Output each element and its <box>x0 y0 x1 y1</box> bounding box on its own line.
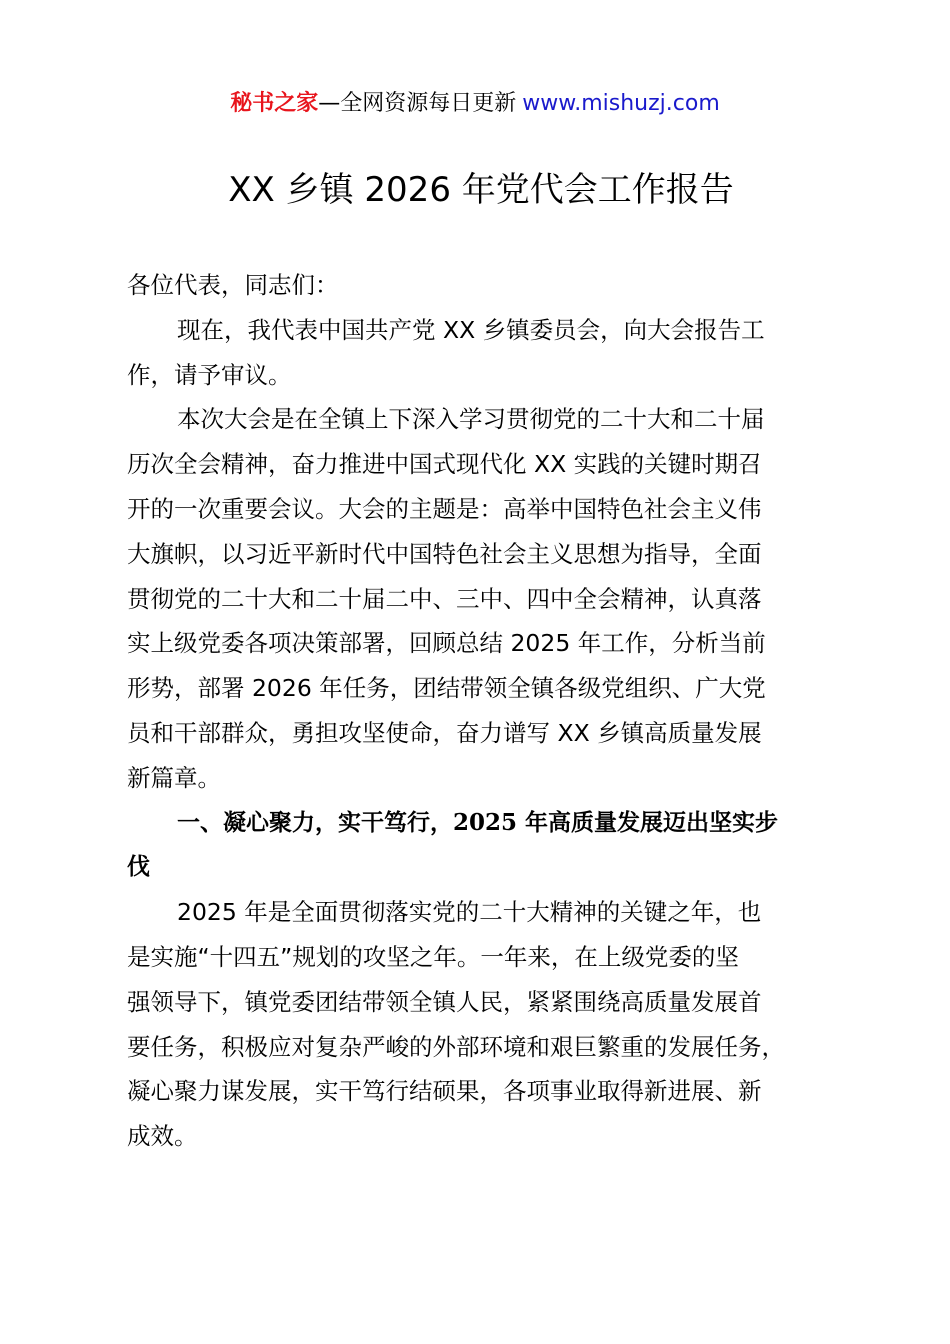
text-line: 强领导下，镇党委团结带领全镇人民，紧紧围绕高质量发展首 <box>127 987 762 1016</box>
site-url-link[interactable]: www.mishuzj.com <box>522 91 720 116</box>
heading-line: 伐 <box>127 853 150 881</box>
text-line: 2025 年是全面贯彻落实党的二十大精神的关键之年，也 <box>177 898 762 927</box>
greeting: 各位代表，同志们： <box>127 271 339 299</box>
text-line: 成效。 <box>127 1122 198 1151</box>
document-body <box>127 263 857 1159</box>
site-banner <box>0 89 950 119</box>
section-heading-1 <box>127 801 857 891</box>
heading-line: 一、凝心聚力，实干笃行，2025 年高质量发展迈出坚实步 <box>177 808 779 836</box>
document-title: XX 乡镇 2026 年党代会工作报告 <box>228 170 734 210</box>
text-line: 员和干部群众，勇担攻坚使命，奋力谱写 XX 乡镇高质量发展 <box>127 718 762 747</box>
text-line: 现在，我代表中国共产党 XX 乡镇委员会，向大会报告工 <box>177 315 765 344</box>
text-line: 作，请予审议。 <box>127 360 292 389</box>
brand-name: 秘书之家 <box>230 91 319 116</box>
paragraph-theme <box>127 397 857 800</box>
banner-slogan: —全网资源每日更新 <box>318 91 517 116</box>
text-line: 开的一次重要会议。大会的主题是：高举中国特色社会主义伟 <box>127 494 762 523</box>
text-line: 大旗帜，以习近平新时代中国特色社会主义思想为指导，全面 <box>127 539 762 568</box>
text-line: 是实施“十四五”规划的攻坚之年。一年来，在上级党委的坚 <box>127 942 739 971</box>
text-line: 历次全会精神，奋力推进中国式现代化 XX 实践的关键时期召 <box>127 450 762 479</box>
text-line: 贯彻党的二十大和二十届二中、三中、四中全会精神，认真落 <box>127 584 762 613</box>
text-line: 要任务，积极应对复杂严峻的外部环境和艰巨繁重的发展任务， <box>127 1032 785 1061</box>
text-line: 新篇章。 <box>127 763 221 792</box>
paragraph-intro <box>127 308 857 398</box>
text-line: 凝心聚力谋发展，实干笃行结硕果，各项事业取得新进展、新 <box>127 1077 762 1106</box>
text-line: 实上级党委各项决策部署，回顾总结 2025 年工作，分析当前 <box>127 629 766 658</box>
paragraph-review-2025 <box>127 890 857 1159</box>
text-line: 本次大会是在全镇上下深入学习贯彻党的二十大和二十届 <box>177 405 765 434</box>
text-line: 形势，部署 2026 年任务，团结带领全镇各级党组织、广大党 <box>127 674 766 703</box>
